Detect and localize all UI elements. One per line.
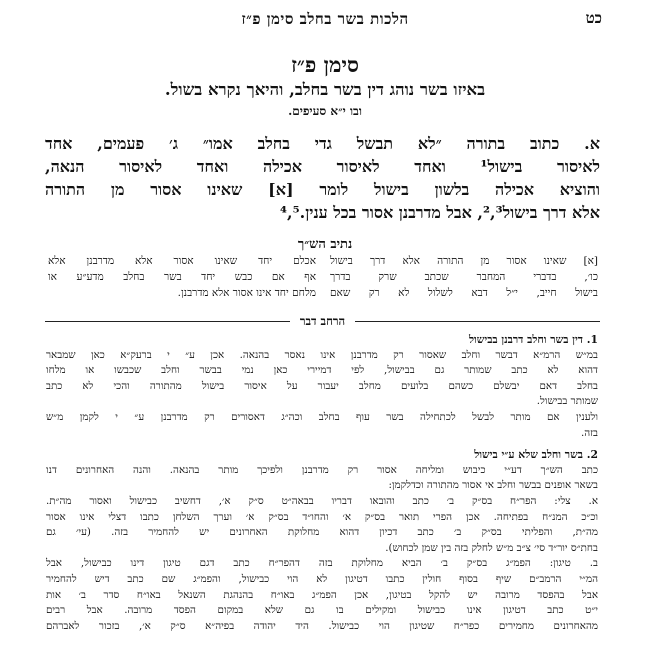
netiv-line: בישול חייב, י״ל דבא לשלול לא רק שאם (330, 287, 598, 299)
commentary-line: בחלב דאם יבשלם כשהם בלועים מחלב יעבור על איסור בישול מהתורה והכי לא כתב (46, 379, 598, 392)
commentary-line: ולענין אם מותר לבשל לכתחילה בשר עוף בחלב וכה״ג דאסורים רק מדרבנן ע״ י לקמן מ״ש (46, 410, 598, 423)
netiv-right-column (330, 253, 598, 301)
netiv-hashach-columns (48, 253, 598, 301)
netiv-line: [א] שאינו אסור מן התורה אלא דרך בישול (330, 255, 598, 267)
commentary-line: וכ״כ המנ״ח בפתיחה. אכן הפרי תואר בס״ק א׳ והחו״ד בס״ק א׳ וערך השלחן כתבו דצלי אינו אסור (46, 510, 598, 523)
commentary-line: י״ט כתב דטיגון אינו כבישול ומקילים בו גם שלא במקום הפסד מרובה. אבל רבים (46, 604, 598, 617)
commentary-line: ב. טיגון: הפמ״ג בס״ק ב׳ הביא מחלוקת בזה דהפר״ח כתב דגם טיגון דינו כבישול, אבל (46, 557, 598, 570)
commentary-line: כתב הש״ך דע״י כיבוש ומליחה אסור רק מדרבנן ולפיכך מותר בהנאה. והנה האחרונים דנו (46, 463, 598, 476)
commentary-line: בזה. (580, 426, 598, 439)
harchev-davar-heading: הרחב דבר (299, 314, 346, 328)
netiv-line: כו׳, בדברי המחבר שכתב שרק בדרך (330, 271, 598, 283)
main-text-paragraph (45, 132, 600, 224)
running-title: הלכות בשר בחלב סימן פ״ז (241, 9, 409, 28)
main-text-line: א. כתוב בתורה ״לא תבשל גדי בחלב אמו״ ג׳ פעמים, אחד (45, 134, 600, 153)
divider-rule (355, 321, 600, 322)
harchev-davar-divider (45, 314, 600, 328)
commentary-line: בשאר אופנים בבשר וחלב אי אסור מהתורה וכדלקמן: (388, 479, 598, 492)
commentary-line: אבל בהפסד מרובה יש להקל בטיגון, אכן הפמ״ג באו״ח בהנהגת השנאל באו״ח סדר ב׳ אות (46, 588, 598, 601)
harchev-davar-commentary (46, 332, 598, 634)
netiv-line: אף אם כבש יחד בשר בחלב מדע״ע או (48, 271, 316, 283)
commentary-line: מהאחרונים מחמירים כפר״ח שטיגון הוי כבישול. היד יהודה בפיה״א ס״ק א׳, בזכור לאברהם (46, 619, 598, 632)
netiv-line: מלחם יחד אינו אסור אלא מדרבנן. (177, 287, 316, 299)
commentary-line: שמותר בבישול. (536, 395, 598, 408)
divider-rule (45, 321, 290, 322)
netiv-left-column (48, 253, 316, 301)
commentary-line: א. צלי: הפר״ח בס״ק ב׳ כתב והובאו דבריו בבאה״ט ס״ק א׳, דחשיב כבישול ואסור מה״ת. (46, 494, 598, 507)
commentary-line: בחת״ס יור״ד סי׳ צ״ב מ״ש לחלק בזה בין שמן לכחוש). (385, 541, 598, 554)
commentary-line: מה״ת, והפליתי בס״ק ב׳ כתב דכיון דהוא מחלוקת האחרונים יש להחמיר בזה. (עי׳ גם (46, 526, 598, 539)
siman-subtitle: באיזו בשר נוהג דין בשר בחלב, והיאך נקרא בשול. (164, 80, 486, 99)
netiv-line: אכלם יחד שאינו אסור אלא מדרבנן אלא (48, 255, 316, 267)
netiv-hashach-heading: נתיב הש״ך (297, 237, 353, 252)
main-text-line: והוציא אכילה בלשון בישול לומר [א] שאינו אסור מן התורה (45, 180, 600, 199)
commentary-line: במ״ש הרמ״א דבשר וחלב שאסור רק מדרבנן אינו נאסר בהנאה. אכן ע״ י ברעק״א כאן שמבאר (46, 348, 598, 361)
main-text-line: לאיסור בישול¹ ואחד לאיסור אכילה ואחד לאיסור הנאה, (45, 157, 600, 176)
siman-title: סימן פ״ז (291, 52, 359, 77)
commentary-section-heading: 1. דין בשר וחלב דרבנן בבישול (468, 333, 598, 346)
commentary-section-heading: 2. בשר וחלב שלא ע״י בישול (474, 448, 598, 462)
siman-paragraph-count: ובו י״א סעיפים. (288, 104, 362, 118)
commentary-line: דהוא לא כתב שמותר גם בבישול, לפי דמיירי כאן נמי בבשר וחלב שכבשו או מלחו (46, 364, 598, 377)
commentary-line: המ״י הרמב״ם שיף בסוף חולין כתבו דטיגון לא הוי כבישול, והפמ״ג שם כתב דיש להחמיר (46, 572, 598, 585)
main-text-line: אלא דרך בישול²,³, אבל מדרבנן אסור בכל ענין.⁴,⁵ (280, 203, 600, 222)
running-head (48, 8, 602, 30)
page-number: כט (585, 9, 602, 27)
